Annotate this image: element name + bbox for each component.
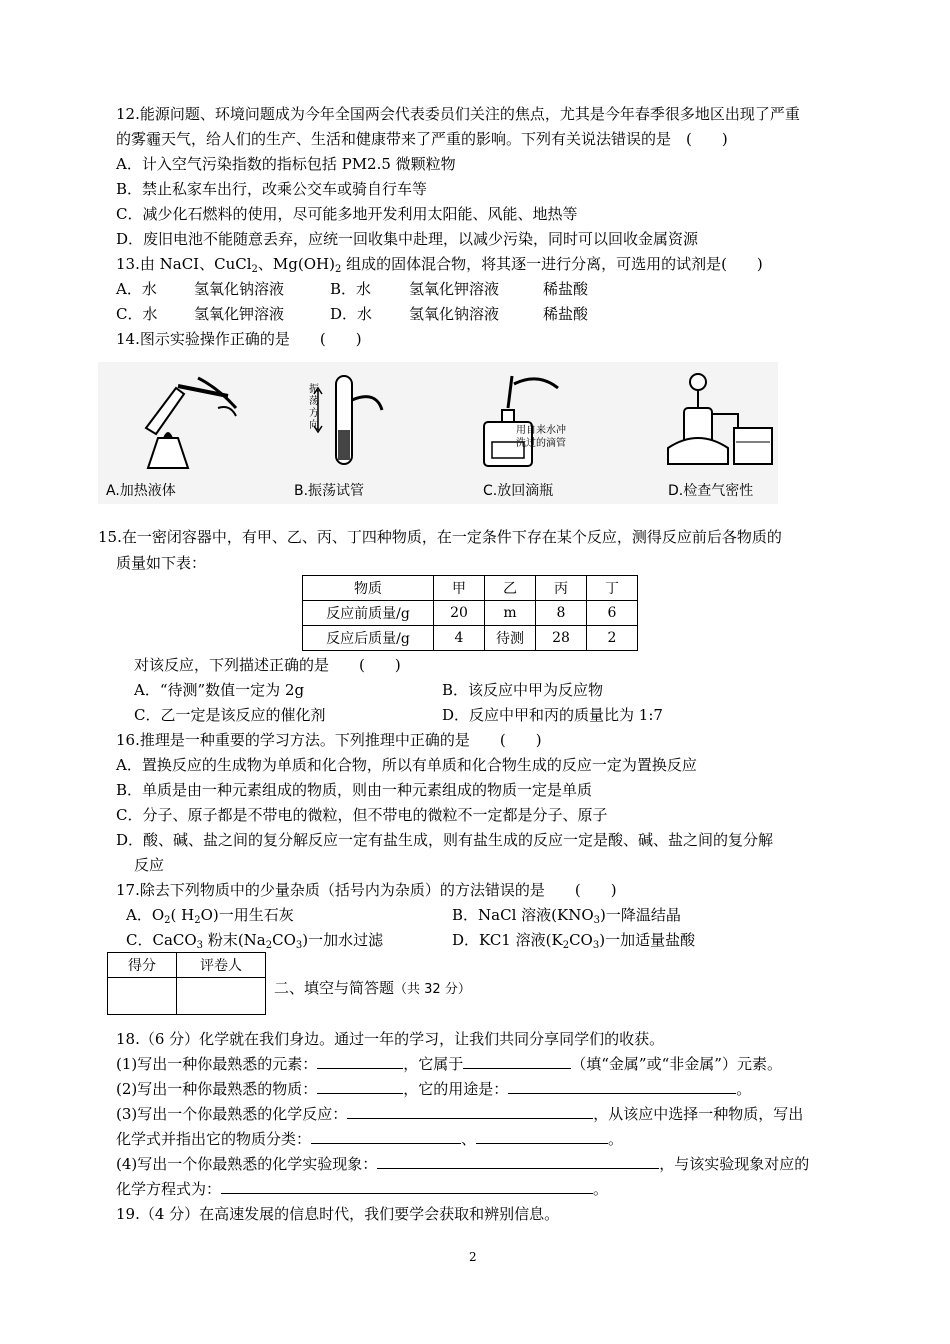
q13-option-c-label: C．水 bbox=[116, 305, 158, 323]
grader-cell[interactable] bbox=[177, 978, 266, 1015]
answer-blank[interactable] bbox=[317, 1079, 403, 1094]
q13-stem: 13.由 NaCI、CuCl$_2$、$Mg(OH)_2$ 组成的固体混合物，将其逐一进行分离，可选用的试剂是( ) bbox=[116, 255, 763, 275]
table-header-row bbox=[303, 576, 638, 601]
table-cell: m bbox=[485, 601, 536, 626]
q15-option-d: D．反应中甲和丙的质量比为 1:7 bbox=[442, 706, 663, 724]
table-cell: 2 bbox=[587, 626, 638, 651]
q14-stem: 14.图示实验操作正确的是 ( ) bbox=[116, 330, 362, 348]
table-row bbox=[303, 601, 638, 626]
q18-part3-line2: 化学式并指出它的物质分类： 、 。 bbox=[116, 1130, 624, 1148]
table-cell: 物质 bbox=[303, 576, 434, 601]
table-cell: 乙 bbox=[485, 576, 536, 601]
answer-blank[interactable] bbox=[317, 1054, 403, 1069]
q19-stem: 19.（4 分）在高速发展的信息时代，我们要学会获取和辨别信息。 bbox=[116, 1205, 560, 1223]
table-row bbox=[303, 626, 638, 651]
q15-option-a: A．“待测”数值一定为 2g bbox=[134, 681, 305, 699]
q12-option-a: A．计入空气污染指数的指标包括 PM2.5 微颗粒物 bbox=[116, 155, 456, 173]
fig-d-caption: D.检查气密性 bbox=[668, 483, 754, 499]
q17-option-a: A．$O_2$( $H_2O$)一用生石灰 bbox=[126, 906, 294, 926]
q18-part3-line1: (3)写出一个你最熟悉的化学反应： ，从该应中选择一种物质，写出 bbox=[116, 1105, 804, 1123]
table-cell: 28 bbox=[536, 626, 587, 651]
q12-option-c: C．减少化石燃料的使用，尽可能多地开发利用太阳能、风能、地热等 bbox=[116, 205, 578, 223]
q13-option-b-label: B．水 bbox=[330, 280, 372, 298]
score-label: 得分 bbox=[108, 953, 177, 978]
table-cell: 反应前质量/g bbox=[303, 601, 434, 626]
airtightness-check-illustration bbox=[658, 368, 778, 474]
q13-option-a-label: A．水 bbox=[116, 280, 157, 298]
fig-a-caption: A.加热液体 bbox=[106, 483, 176, 499]
answer-blank[interactable] bbox=[311, 1129, 461, 1144]
q18-stem: 18.（6 分）化学就在我们身边。通过一年的学习，让我们共同分享同学们的收获。 bbox=[116, 1030, 665, 1048]
answer-blank[interactable] bbox=[476, 1129, 608, 1144]
grader-label: 评卷人 bbox=[177, 953, 266, 978]
table-cell: 20 bbox=[434, 601, 485, 626]
dropper-bottle-illustration bbox=[478, 372, 578, 472]
fig-b-caption: B.振荡试管 bbox=[294, 483, 365, 499]
answer-blank[interactable] bbox=[377, 1154, 659, 1169]
fig-c-caption: C.放回滴瓶 bbox=[483, 483, 554, 499]
q13-option-d-label: D．水 bbox=[330, 305, 373, 323]
fig-b-direction-note: 振荡方向 bbox=[309, 384, 319, 431]
table-cell: 6 bbox=[587, 601, 638, 626]
q12-option-d: D．废旧电池不能随意丢弃，应统一回收集中赴理，以减少污染，同时可以回收金属资源 bbox=[116, 230, 699, 248]
q14-figure-strip bbox=[98, 362, 778, 504]
q18-part4-line2: 化学方程式为： 。 bbox=[116, 1180, 609, 1198]
section-2-title: 二、填空与简答题 bbox=[274, 979, 395, 997]
table-cell: 4 bbox=[434, 626, 485, 651]
q15-option-c: C．乙一定是该反应的催化剂 bbox=[134, 706, 326, 724]
q12-stem-line1: 12.能源问题、环境问题成为今年全国两会代表委员们关注的焦点，尤其是今年春季很多地区出现了严重 bbox=[116, 105, 800, 123]
score-box bbox=[107, 952, 266, 1015]
q13-option-b-extra: 稀盐酸 bbox=[543, 280, 589, 298]
q15-option-b: B．该反应中甲为反应物 bbox=[442, 681, 604, 699]
table-cell: 丙 bbox=[536, 576, 587, 601]
answer-blank[interactable] bbox=[508, 1079, 736, 1094]
q13-option-b-reagent: 氢氧化钾溶液 bbox=[409, 280, 500, 298]
page-number: 2 bbox=[469, 1250, 477, 1264]
q16-option-a: A．置换反应的生成物为单质和化合物，所以有单质和化合物生成的反应一定为置换反应 bbox=[116, 756, 697, 774]
answer-blank[interactable] bbox=[463, 1054, 571, 1069]
q13-option-c-reagent: 氢氧化钾溶液 bbox=[194, 305, 285, 323]
table-cell: 待测 bbox=[485, 626, 536, 651]
table-cell: 丁 bbox=[587, 576, 638, 601]
table-cell: 反应后质量/g bbox=[303, 626, 434, 651]
fig-c-note: 用自来水冲 洗过的滴管 bbox=[516, 425, 566, 449]
score-cell[interactable] bbox=[108, 978, 177, 1015]
q13-option-d-extra: 稀盐酸 bbox=[543, 305, 589, 323]
q12-stem-line2: 的雾霾天气，给人们的生产、生活和健康带来了严重的影响。下列有关说法错误的是 ( ) bbox=[116, 130, 728, 148]
q16-option-c: C．分子、原子都是不带电的微粒，但不带电的微粒不一定都是分子、原子 bbox=[116, 806, 608, 824]
q18-part2: (2)写出一种你最熟悉的物质： ，它的用途是： 。 bbox=[116, 1080, 752, 1098]
q15-stem-line2: 质量如下表： bbox=[116, 554, 207, 572]
table-cell: 8 bbox=[536, 601, 587, 626]
section-2-points: （共 32 分） bbox=[394, 982, 471, 997]
q16-option-d-line1: D．酸、碱、盐之间的复分解反应一定有盐生成，则有盐生成的反应一定是酸、碱、盐之间的复分解 bbox=[116, 831, 774, 849]
q17-option-d: D．KC1 溶液$(K_2CO_3)$一加适量盐酸 bbox=[452, 931, 696, 951]
q13-option-d-reagent: 氢氧化钠溶液 bbox=[409, 305, 500, 323]
answer-blank[interactable] bbox=[221, 1179, 593, 1194]
q15-mass-table bbox=[302, 575, 638, 651]
q17-option-c: C．CaCO$_3$ 粉末$(Na_2CO_3)$一加水过滤 bbox=[126, 931, 384, 951]
q12-option-b: B．禁止私家车出行，改乘公交车或骑自行车等 bbox=[116, 180, 428, 198]
table-cell: 甲 bbox=[434, 576, 485, 601]
q17-stem: 17.除去下列物质中的少量杂质（括号内为杂质）的方法错误的是 ( ) bbox=[116, 881, 617, 899]
q17-option-b: B．NaCl 溶液$(KNO_3)$一降温结晶 bbox=[452, 906, 681, 926]
heating-liquid-illustration bbox=[118, 368, 248, 478]
q16-stem: 16.推理是一种重要的学习方法。下列推理中正确的是 ( ) bbox=[116, 731, 542, 749]
q18-part4-line1: (4)写出一个你最熟悉的化学实验现象： ，与该实验现象对应的 bbox=[116, 1155, 810, 1173]
answer-blank[interactable] bbox=[347, 1104, 593, 1119]
section-2-heading bbox=[274, 978, 471, 1000]
q15-ask: 对该反应，下列描述正确的是 ( ) bbox=[134, 656, 401, 674]
q16-option-d-line2: 反应 bbox=[134, 856, 165, 874]
q13-option-a-reagent: 氢氧化钠溶液 bbox=[194, 280, 285, 298]
q16-option-b: B．单质是由一种元素组成的物质，则由一种元素组成的物质一定是单质 bbox=[116, 781, 593, 799]
q18-part1: (1)写出一种你最熟悉的元素： ，它属于 （填“金属”或“非金属”）元素。 bbox=[116, 1055, 782, 1073]
q15-stem-line1: 15.在一密闭容器中，有甲、乙、丙、丁四种物质，在一定条件下存在某个反应，测得反应前后各物质的 bbox=[98, 528, 782, 546]
